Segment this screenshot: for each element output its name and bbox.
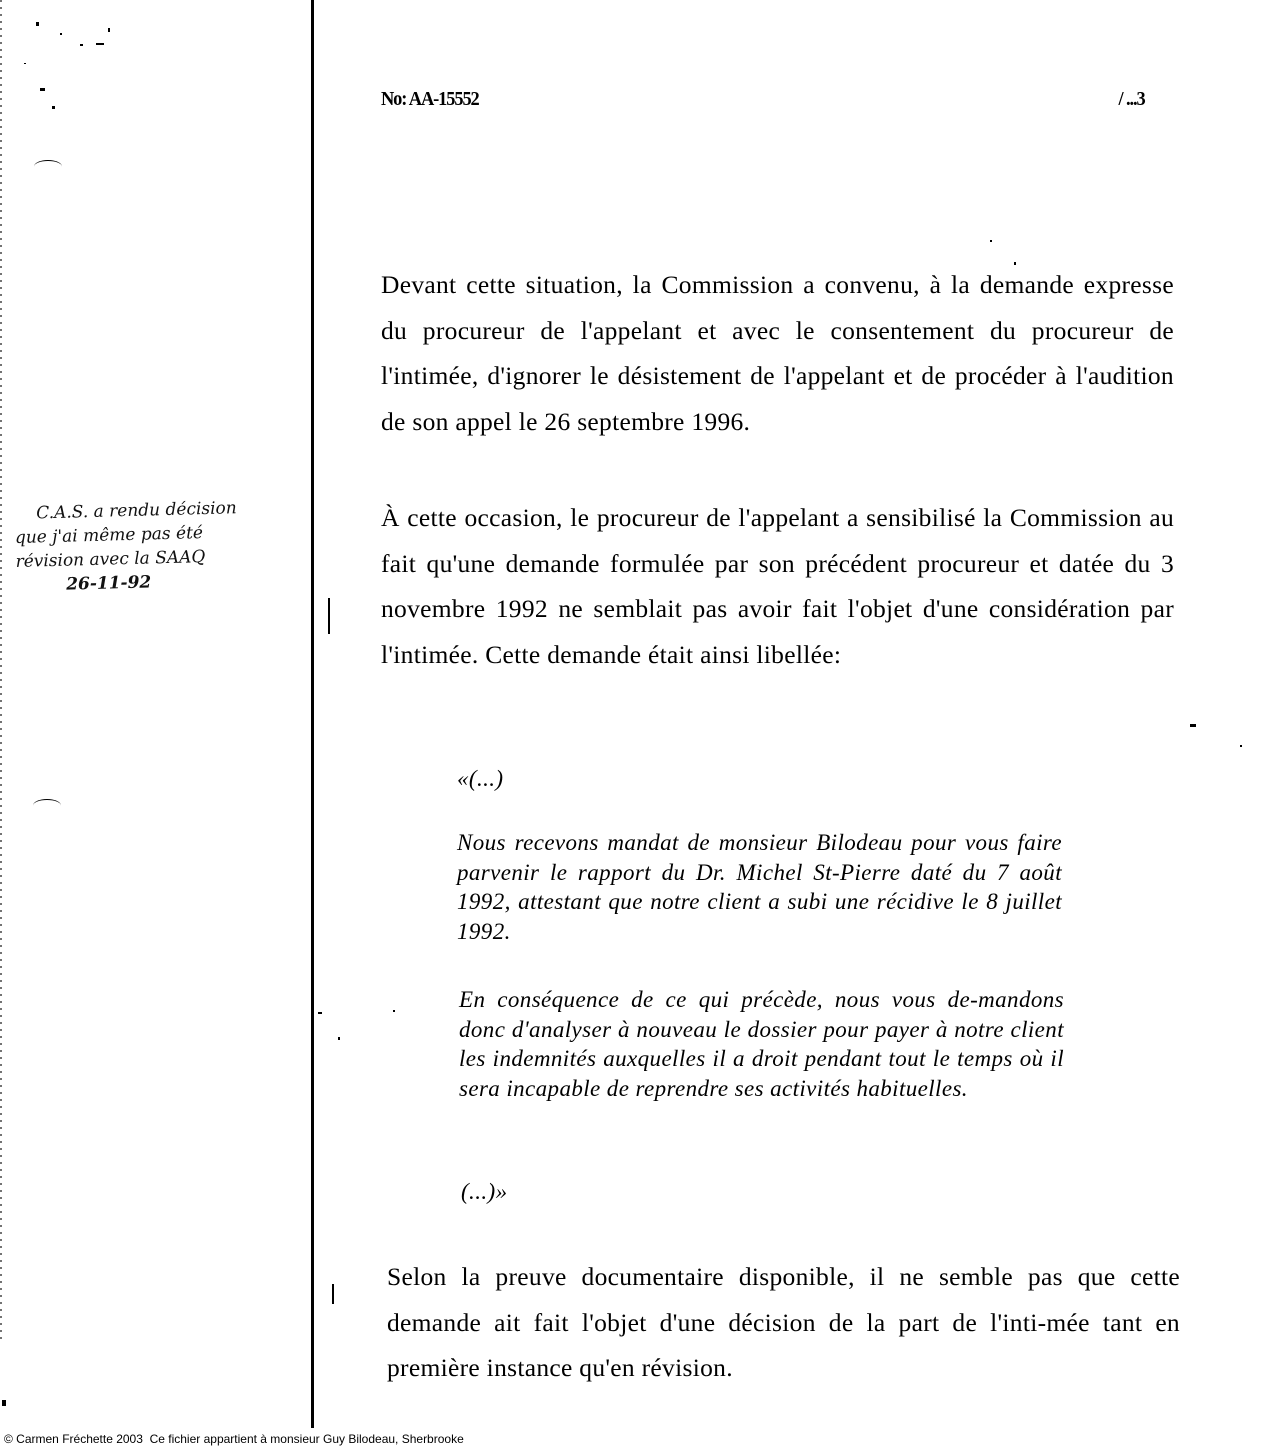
scan-arc-mark [33,799,61,812]
body-paragraph: Selon la preuve documentaire disponible, il ne semble pas que cette demande ait fait l'objet d'une décision de la part de l'inti-mée tant en première instance qu'en révision. [387,1262,1180,1382]
margin-vertical-rule [311,0,314,1428]
scan-speck [36,22,39,26]
handwritten-line: révision avec la SAAQ [15,547,206,572]
scan-speck [393,1010,395,1012]
body-paragraph: À cette occasion, le procureur de l'appelant a sensibilisé la Commission au fait qu'une demande formulée par son précédent procureur et datée du 3 novembre 1992 ne semblait pas avoir fait l'objet d'une considération par l'intimée. Cette demande était ainsi libellée: [381,503,1174,669]
scan-arc-mark [34,160,62,173]
scan-speck [60,33,62,35]
scan-speck [108,28,110,32]
scan-edge-dotted-line [0,0,2,1340]
scan-speck [24,63,26,64]
page-marker: / ...3 [1118,88,1145,110]
quotation-paragraph: Nous recevons mandat de monsieur Bilodeau pour vous faire parvenir le rapport du Dr. Michel St-Pierre daté du 7 août 1992, attestant que notre client a subi une récidive le 8 juillet 1992. [457,830,1062,944]
scan-speck [990,240,992,242]
quotation-paragraph: En conséquence de ce qui précède, nous vous de-mandons donc d'analyser à nouveau le dossier pour payer à notre client les indemnités auxquelles il a droit pendant tout le temps où il sera incapable de reprendre ses activités habituelles. [459,987,1064,1101]
scan-speck [328,598,330,634]
scan-speck [96,43,104,45]
scan-speck [52,106,55,109]
handwritten-line: que j'ai même pas été [14,523,204,548]
scan-speck [40,88,45,91]
scan-speck [2,1400,6,1406]
scan-speck [318,1012,322,1014]
scan-speck [80,44,83,46]
document-header [381,88,1145,118]
body-paragraph: Devant cette situation, la Commission a convenu, à la demande expresse du procureur de l'appelant et avec le consentement du procureur de l'intimée, d'ignorer le désistement de l'appelant et de procéder à l'audition de son appel le 26 septembre 1996. [381,270,1174,436]
quotation-opening: «(...) [457,766,504,791]
handwritten-margin-note [14,494,306,598]
handwritten-line: C.A.S. a rendu décision [36,498,237,524]
file-number: No: AA-15552 [381,88,479,110]
copyright-footer: © Carmen Fréchette 2003 Ce fichier appartient à monsieur Guy Bilodeau, Sherbrooke [4,1432,464,1446]
scan-speck [332,1284,334,1304]
handwritten-date: 26-11-92 [65,572,152,595]
scan-speck [1190,724,1196,727]
quotation-closing: (...)» [461,1179,508,1204]
scan-speck [338,1037,340,1040]
scan-speck [1240,745,1242,747]
